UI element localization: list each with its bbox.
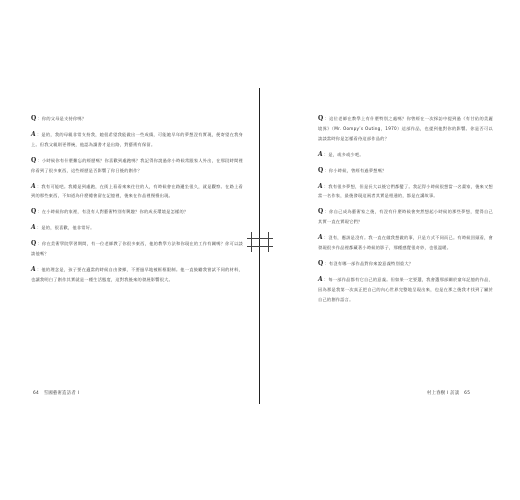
answer-marker: A [31,224,36,232]
question-paragraph [318,166,493,176]
question-marker: Q [31,156,37,164]
question-paragraph [31,156,243,176]
question-marker: Q [318,166,324,174]
paragraph-text: ：沒有，應該是沒有。我一直在做我想做的事，只是方式不同而已。有時候回頭看，會發現很多作品裡都藏著小時候的影子，那種感覺很奇妙，也很溫暖。 [318,235,493,251]
paragraph-text: ：他的理念是，孩子要在適當的時候自由發揮，不要過早地被框框限制。他一直鼓勵我嘗試不同的材料，也讓我明白了創作其實就是一種生活態度，這對我後來的發展影響很大。 [31,266,243,282]
left-page-footer [30,390,79,396]
paragraph-text: ：每一部作品都有它自己的意義。但如果一定要選，我會選那部關於童年記憶的作品，因為那是我第一次真正把自己的內心世界完整地呈現出來，也是在那之後我才找到了屬於自己的創作語言。 [318,276,493,302]
left-page-running-title: 雪國藝術造訪者 I [43,391,80,396]
question-paragraph [31,207,243,217]
right-page [261,0,520,500]
answer-marker: A [318,234,323,242]
paragraph-text: ：你自己成為藝術家之後，有沒有什麼時候會突然想起小時候的那些夢想，覺得自己其實一直在實現它們？ [318,209,493,225]
right-page-text-column [318,114,493,311]
question-paragraph [31,239,243,259]
answer-paragraph [31,130,243,150]
question-marker: Q [31,240,37,248]
paragraph-text: ：我有可能吧。我總是到處跑，在街上看看來來往往的人，有時候會在路邊坐很久，就是觀察。在路上看到的那些東西，不知道為什麼總會留在記憶裡，後來在作品裡慢慢出現。 [31,183,243,199]
paragraph-text: ：是，或多或少吧。 [323,151,364,157]
paragraph-text: ：是的，很喜歡，他非常好。 [36,225,95,231]
left-page-text-column [31,114,243,291]
answer-paragraph [318,233,493,253]
answer-paragraph [31,265,243,285]
answer-marker: A [31,182,36,190]
paragraph-text: ：你在美術學院學習期間，有一位老師教了你很多東西，他的教學方法和你現在的工作有關嗎？你可以談談他嗎？ [31,241,243,257]
paragraph-text: ：你小時候，曾經有過夢想嗎？ [324,167,387,173]
right-page-number: 65 [464,391,471,396]
paragraph-text: ：我有很多夢想，但是長大以後它們都變了。我記得小時候很想當一名畫家，後來又想當一名作家，最後發現這兩者其實是相通的，都是在講故事。 [318,183,493,199]
answer-paragraph [31,223,243,233]
answer-marker: A [318,275,323,283]
question-paragraph [31,114,243,124]
left-page [0,0,259,500]
question-paragraph [318,207,493,227]
answer-paragraph [318,182,493,202]
answer-paragraph [31,182,243,202]
paragraph-text: ：在小時候你的家裡，有沒有人對藝術特別有興趣？你的成長環境是怎樣的？ [37,209,189,215]
question-paragraph [318,114,493,144]
answer-marker: A [318,150,323,158]
paragraph-text: ：這位老師在教學上有什麼特別之處嗎？你曾經在一次採訪中提到過《有甘佑的美麗境界》（Mr. Oompy’s Outing，1970）這部作品，也提到他對你的影響。你是否可以談談當時你是怎樣看待這部作品的？ [318,116,493,141]
question-marker: Q [318,208,324,216]
right-page-footer [427,390,473,396]
question-marker: Q [318,115,324,122]
left-page-number: 64 [33,391,40,396]
question-marker: Q [31,208,37,216]
paragraph-text: ：有沒有哪一部作品對你來說意義特別重大？ [324,260,414,266]
paragraph-text: ：是的，我的母親非常支持我，她很希望我能做出一些成績，可能她早年的夢想沒有實現，便寄望在我身上。但我父親則更傳統，他認為讀書才是出路，對藝術有保留。 [31,131,243,147]
question-marker: Q [318,259,324,267]
paragraph-text: ：小時候你有什麼難忘的經歷嗎？你喜歡到處跑嗎？我記得你說過你小時候常跟家人外出，在那段時間裡你看到了很多東西，這些經歷是否影響了你日後的創作？ [31,157,243,173]
paragraph-text: ：你的父母是支持你嗎？ [37,116,87,121]
answer-marker: A [31,130,36,138]
question-marker: Q [31,115,37,122]
crop-mark-vertical-left [251,232,252,252]
answer-marker: A [318,182,323,190]
right-page-running-title: 村上春樹 I 訪談 [427,391,460,396]
answer-marker: A [31,265,36,273]
answer-paragraph [318,275,493,305]
question-paragraph [318,259,493,269]
answer-paragraph [318,150,493,160]
